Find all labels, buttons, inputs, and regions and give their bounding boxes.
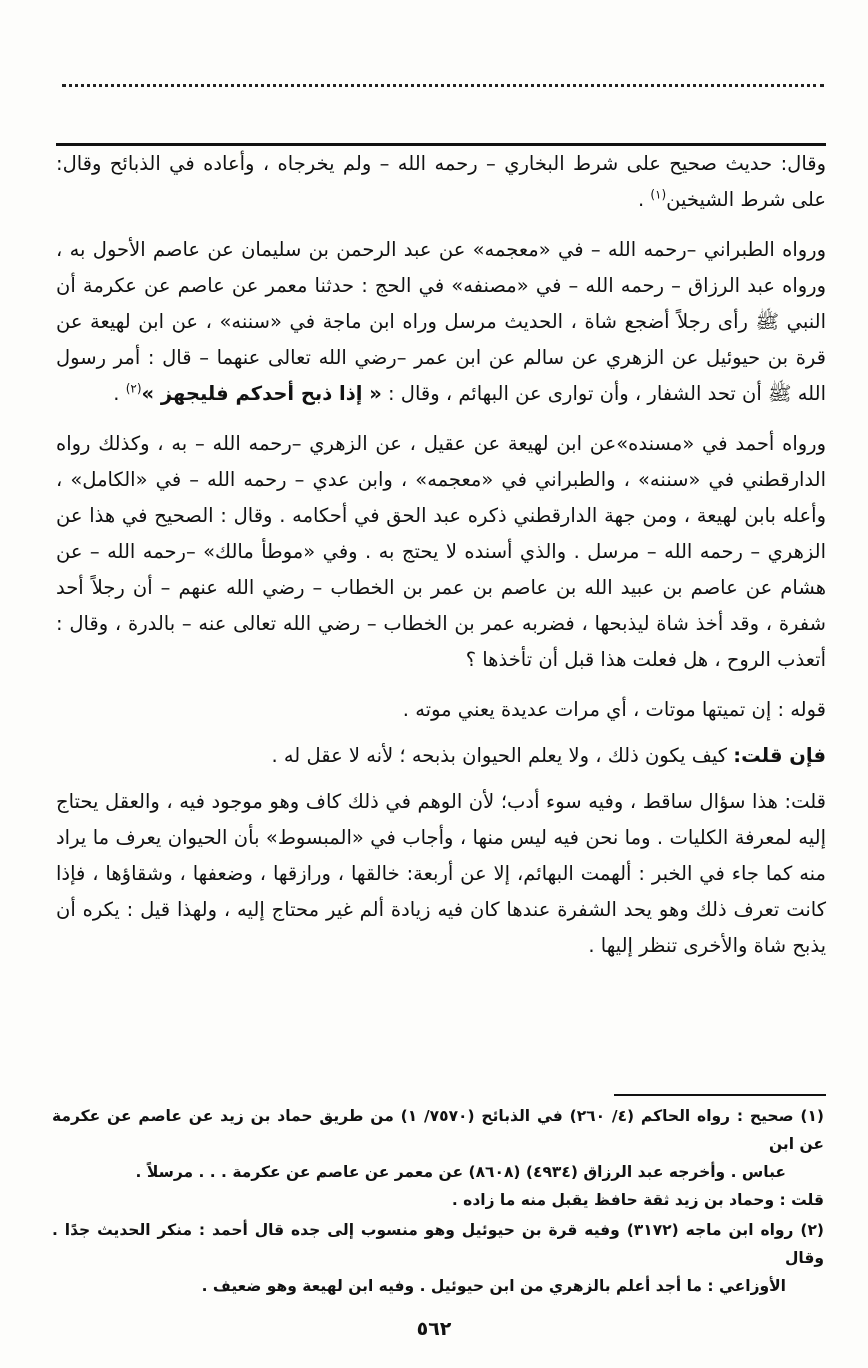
footnotes [52, 1102, 824, 1302]
footnote-ref-2[interactable]: (٢) [125, 381, 142, 396]
footnote-2: (٢) رواه ابن ماجه (٣١٧٢) وفيه قرة بن حيوئيل وهو منسوب إلى جده قال أحمد : منكر الحديث جدًا . وقال الأوزاعي : ما أجد أعلم بالزهري من ابن حيوئيل . وفيه ابن لهيعة وهو ضعيف . [52, 1221, 824, 1295]
top-dotted-line [62, 84, 824, 87]
paragraph-5: فإن قلت: كيف يكون ذلك ، ولا يعلم الحيوان بذبحه ؛ لأنه لا عقل له . [271, 744, 826, 767]
footnote-1: (١) صحيح : رواه الحاكم (٤/ ٢٦٠) في الذبائح (٧٥٧٠/ ١) من طريق حماد بن زيد عن عاصم عن عكرمة عن ابن عباس . وأخرجه عبد الرزاق (٤٩٣٤) (٨٦٠٨) عن معمر عن عاصم عن عكرمة . . . مرسلاً . قلت : وحماد بن زيد ثقة حافظ يقبل منه ما زاده . [52, 1107, 825, 1209]
footnote-rule [614, 1094, 826, 1096]
paragraph-3: ورواه أحمد في «مسنده»عن ابن لهيعة عن عقيل ، عن الزهري –رحمه الله – به ، وكذلك رواه الدارقطني في «سننه» ، والطبراني في «معجمه» ، وابن عدي – رحمه الله – في «الكامل» ، وأعله بابن لهيعة ، ومن جهة الدارقطني ذكره عبد الحق في أحكامه . وقال : الصحيح في هذا عن الزهري – رحمه الله – مرسل . والذي أسنده لا يحتج به . وفي «موطأ مالك» –رحمه الله – عن هشام عن عاصم بن عبيد الله بن عاصم بن عمر بن الخطاب – رضي الله عنهم – أن رجلاً أحد شفرة ، وقد أخذ شاة ليذبحها ، فضربه عمر بن الخطاب – رضي الله تعالى عنه – بالدرة ، وقال : أتعذب الروح ، هل فعلت هذا قبل أن تأخذها ؟ [56, 432, 826, 671]
page-number: ٥٦٢ [416, 1318, 452, 1340]
question-label: فإن قلت: [733, 744, 826, 767]
paragraph-6: قلت: هذا سؤال ساقط ، وفيه سوء أدب؛ لأن الوهم في ذلك كاف وهو موجود فيه ، والعقل يحتاج إليه لمعرفة الكليات . وما نحن فيه ليس منها ، وأجاب في «المبسوط» بأن الحيوان يعرف ما يراد منه كما جاء في الخبر : ألهمت البهائم، إلا عن أربعة: خالقها ، ورازقها ، وضعفها ، وشقاؤها ، فإذا كانت تعرف ذلك وهو يحد الشفرة عندها كان فيه زيادة ألم غير محتاج إليه ، ولهذا قيل : يكره أن يذبح شاة والأخرى تنظر إليها . [56, 790, 826, 957]
paragraph-4: قوله : إن تميتها موتات ، أي مرات عديدة يعني موته . [402, 698, 826, 721]
paragraph-1: وقال: حديث صحيح على شرط البخاري – رحمه الله – ولم يخرجاه ، وأعاده في الذبائح وقال: على شرط الشيخين$^{(١)}$ . [56, 152, 826, 211]
footnote-ref-1[interactable]: (١) [650, 187, 667, 202]
hadith-quote: « إذا ذبح أحدكم فليجهز » [141, 382, 382, 405]
paragraph-2: ورواه الطبراني –رحمه الله – في «معجمه» عن عبد الرحمن بن سليمان عن عاصم الأحول به ، ورواه عبد الرزاق – رحمه الله – في «مصنفه» في الحج : حدثنا معمر عن عاصم عن عكرمة أن النبي ﷺ رأى رجلاً أضجع شاة ، الحديث مرسل وراه ابن ماجة في «سننه» ، عن ابن لهيعة عن قرة بن حيوئيل عن الزهري عن سالم عن ابن عمر –رضي الله تعالى عنهما – قال : أمر رسول الله ﷺ أن تحد الشفار ، وأن توارى عن البهائم ، وقال : « إذا ذبح أحدكم فليجهز »$^{(٢)}$ . [56, 238, 826, 405]
main-text [56, 146, 826, 978]
